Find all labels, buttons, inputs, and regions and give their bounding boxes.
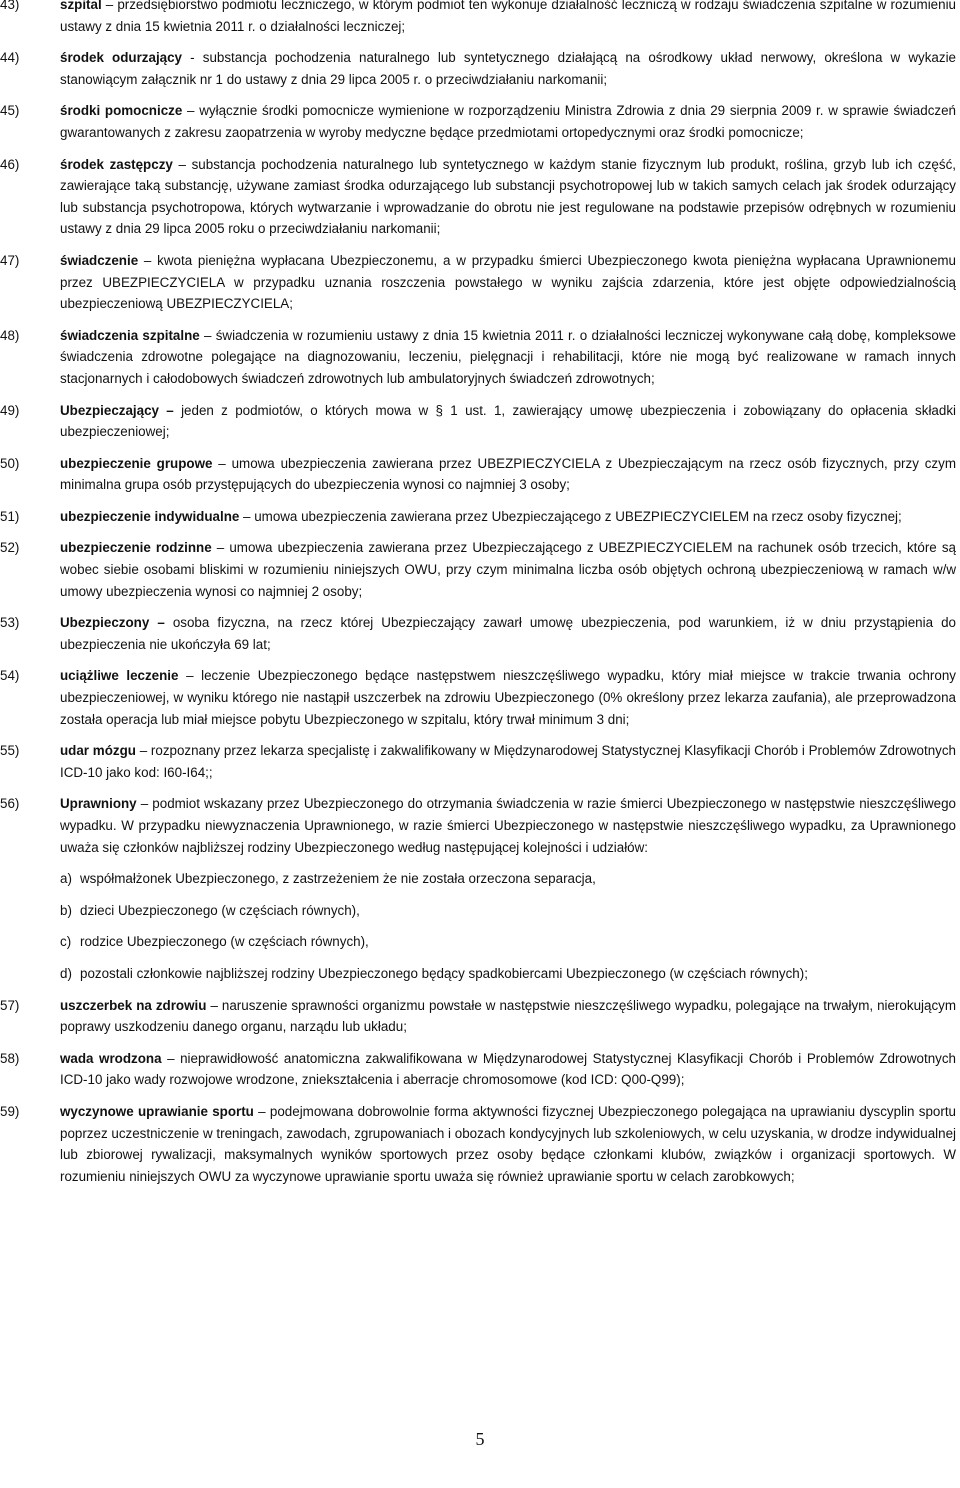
definition-number: 46) [0,156,20,172]
sub-item [60,900,956,922]
definition-number: 49) [0,402,20,418]
definition-number: 55) [0,743,20,759]
definition-text [60,506,956,528]
definition-description: osoba fizyczna, na rzecz której Ubezpieczający zawarł umowę ubezpieczenia, pod warunkiem, iż w dniu przystąpienia do ubezpieczenia nie ukończyła 69 lat; [60,615,956,652]
sub-item-text: dzieci Ubezpieczonego (w częściach równych), [80,902,360,918]
definition-item [0,400,960,443]
definition-text [60,793,956,858]
definition-term: środek odurzający [60,50,183,66]
definition-item [0,100,960,143]
definition-item [0,612,960,655]
definition-item [0,995,960,1038]
definition-term: Uprawniony [60,796,137,812]
definition-item [0,0,960,37]
definition-item [0,793,960,984]
definition-text [60,665,956,730]
definition-term: ubezpieczenie grupowe [60,455,213,471]
sub-item-text: pozostali członkowie najbliższej rodziny Ubezpieczonego będący spadkobiercami Ubezpieczonego (w częściach równych); [80,965,808,981]
definition-item [0,506,960,528]
definition-description: – podmiot wskazany przez Ubezpieczonego do otrzymania świadczenia w razie śmierci Ubezpieczonego w następstwie nieszczęśliwego wypadku. W przypadku niewyznaczenia Uprawnionego, w razie śmierci Ubezpieczonego w następstwie nieszczęśliwego wypadku, za Uprawnionego uważa się członków najbliższej rodziny Ubezpieczonego według następującej kolejności i udziałów: [60,796,956,855]
definition-term: świadczenie [60,252,139,268]
definition-item [0,740,960,783]
definition-number: 45) [0,103,20,119]
definition-text [60,250,956,315]
page-number: 5 [475,1429,485,1449]
definition-description: jeden z podmiotów, o których mowa w § 1 ust. 1, zawierający umowę ubezpieczenia i zobowiązany do opłacenia składki ubezpieczeniowej; [60,402,956,440]
definition-number: 47) [0,252,20,268]
definition-text [60,400,956,443]
definition-number: 43) [0,0,20,12]
definition-description: – naruszenie sprawności organizmu powstałe w następstwie nieszczęśliwego wypadku, polegające na trwałym, nierokującym poprawy uszkodzeniu danego organu, narządu lub układu; [60,997,956,1035]
definition-item [0,453,960,496]
definition-number: 53) [0,615,20,631]
definition-number: 54) [0,668,20,684]
definition-term: szpital [60,0,102,12]
definition-text [60,154,956,240]
definition-term: świadczenia szpitalne [60,327,200,343]
definition-number: 48) [0,327,20,343]
definition-description: – wyłącznie środki pomocnicze wymienione w rozporządzeniu Ministra Zdrowia z dnia 29 sierpnia 2009 r. w sprawie świadczeń gwarantowanych z zakresu zaopatrzenia w wyroby medyczne będące przedmiotami ortopedycznymi oraz środki pomocnicze; [60,103,956,140]
definition-item [0,1048,960,1091]
definition-text [60,537,956,602]
definition-item [0,250,960,315]
definition-number: 59) [0,1103,20,1119]
definition-text [60,612,956,655]
definition-text [60,453,956,496]
definition-number: 58) [0,1050,20,1066]
definition-description: – kwota pieniężna wypłacana Ubezpieczonemu, a w przypadku śmierci Ubezpieczonego kwota pieniężna wypłacana Uprawnionemu przez UBEZPIECZYCIELA w przypadku uznania roszczenia powstałego w wyniku zajścia zdarzenia, które jest objęte odpowiedzialnością ubezpieczeniową UBEZPIECZYCIELA; [60,252,956,312]
definition-description: – przedsiębiorstwo podmiotu leczniczego, w którym podmiot ten wykonuje działalność leczniczą w rodzaju świadczenia szpitalne w rozumieniu ustawy z dnia 15 kwietnia 2011 r. o działalności leczniczej; [60,0,956,34]
sub-item [60,931,956,953]
definition-item [0,537,960,602]
sub-item [60,868,956,890]
definition-description: – nieprawidłowość anatomiczna zakwalifikowana w Międzynarodowej Statystycznej Klasyfikacji Chorób i Problemów Zdrowotnych ICD-10 jako wady rozwojowe wrodzone, zniekształcenia i aberracje chromosomowe (kod ICD: Q00-Q99); [60,1050,956,1088]
definition-description: – rozpoznany przez lekarza specjalistę i zakwalifikowany w Międzynarodowej Statystycznej Klasyfikacji Chorób i Problemów Zdrowotnych ICD-10 jako kod: I60-I64;; [60,743,957,780]
definition-term: środek zastępczy [60,156,173,172]
definition-term: wyczynowe uprawianie sportu [60,1103,254,1119]
definition-item [0,47,960,90]
definition-text [60,740,956,783]
definition-number: 57) [0,997,20,1013]
definition-item [0,154,960,240]
definition-text [60,0,956,37]
definition-item [0,325,960,390]
definition-text [60,995,956,1038]
definition-description: – podejmowana dobrowolnie forma aktywności fizycznej Ubezpieczonego polegająca na uprawianiu dyscyplin sportu poprzez uczestniczenie w treningach, zawodach, zgrupowaniach i obozach kondycyjnych lub szkoleniowych, w celu uzyskania, w drodze indywidualnej lub zbiorowej rywalizacji, maksymalnych wyników sportowych przez osoby będące członkami klubów, związków i organizacji sportowych. W rozumieniu niniejszych OWU za wyczynowe uprawianie sportu uważa się również uprawianie sportu w celach zarobkowych; [60,1103,956,1184]
definition-description: – umowa ubezpieczenia zawierana przez Ubezpieczającego z UBEZPIECZYCIELEM na rachunek osób trzecich, które są wobec siebie osobami bliskimi w rozumieniu niniejszych OWU, przy czym minimalna liczba osób objętych ochroną ubezpieczeniową w ramach w/w umowy ubezpieczenia wynosi co najmniej 2 osoby; [60,540,956,599]
definition-text [60,1101,956,1187]
definition-term: środki pomocnicze [60,103,183,119]
definition-text [60,47,956,90]
definition-term: uciążliwe leczenie [60,668,179,684]
definition-text [60,100,956,143]
sub-item-text: rodzice Ubezpieczonego (w częściach równych), [80,934,369,950]
definition-item [0,1101,960,1187]
definition-term: Ubezpieczony – [60,615,165,631]
definition-description: – umowa ubezpieczenia zawierana przez UBEZPIECZYCIELA z Ubezpieczającym na rzecz osób fizycznych, przy czym minimalna grupa osób przystępujących do ubezpieczenia wynosi co najmniej 3 osoby; [60,455,956,493]
definition-term: uszczerbek na zdrowiu [60,997,207,1013]
sub-item-letter: a) [60,871,72,887]
sub-item-letter: d) [60,965,72,981]
definition-number: 52) [0,540,20,556]
definition-item [0,665,960,730]
sub-item-letter: c) [60,934,72,950]
definition-term: ubezpieczenie indywidualne [60,508,240,524]
definition-text [60,1048,956,1091]
definition-term: udar mózgu [60,743,136,759]
sub-item-letter: b) [60,902,72,918]
definition-term: ubezpieczenie rodzinne [60,540,212,556]
definition-number: 44) [0,50,20,66]
sub-item [60,963,956,985]
definition-description: - substancja pochodzenia naturalnego lub syntetycznego działającą na ośrodkowy układ nerwowy, określona w wykazie stanowiącym załącznik nr 1 do ustawy z dnia 29 lipca 2005 r. o przeciwdziałaniu narkomanii; [60,50,956,87]
definition-text [60,325,956,390]
definition-description: – leczenie Ubezpieczonego będące następstwem nieszczęśliwego wypadku, który miał miejsce w trakcie trwania ochrony ubezpieczeniowej, w wyniku którego nie nastąpił uszczerbek na zdrowiu Ubezpieczonego (0% określony przez lekarza zaufania), ale przeprowadzona została operacja lub miał miejsce pobytu Ubezpieczonego w szpitalu, który trwał minimum 3 dni; [60,668,956,727]
definition-number: 50) [0,455,20,471]
definition-number: 56) [0,796,20,812]
sub-item-text: współmałżonek Ubezpieczonego, z zastrzeżeniem że nie została orzeczona separacja, [80,871,596,887]
definition-description: – substancja pochodzenia naturalnego lub syntetycznego w każdym stanie fizycznym lub produkt, roślina, grzyb lub ich część, zawierające taką substancję, używane zamiast środka odurzającego lub substancji psychotropowej lub w takich samych celach jak środek odurzający lub substancja psychotropowa, których wytwarzanie i wprowadzanie do obrotu nie jest regulowane na podstawie przepisów odrębnych w rozumieniu ustawy z dnia 29 lipca 2005 roku o przeciwdziałaniu narkomanii; [60,156,956,237]
definition-term: Ubezpieczający – [60,402,174,418]
definition-description: – świadczenia w rozumieniu ustawy z dnia 15 kwietnia 2011 r. o działalności leczniczej wykonywane całą dobę, kompleksowe świadczenia zdrowotne polegające na diagnozowaniu, leczeniu, pielęgnacji i rehabilitacji, które nie mogą być realizowane w ramach innych stacjonarnych i całodobowych świadczeń zdrowotnych lub ambulatoryjnych świadczeń zdrowotnych; [60,327,956,386]
definition-description: – umowa ubezpieczenia zawierana przez Ubezpieczającego z UBEZPIECZYCIELEM na rzecz osoby fizycznej; [239,508,902,524]
definition-number: 51) [0,508,20,524]
definition-term: wada wrodzona [60,1050,162,1066]
